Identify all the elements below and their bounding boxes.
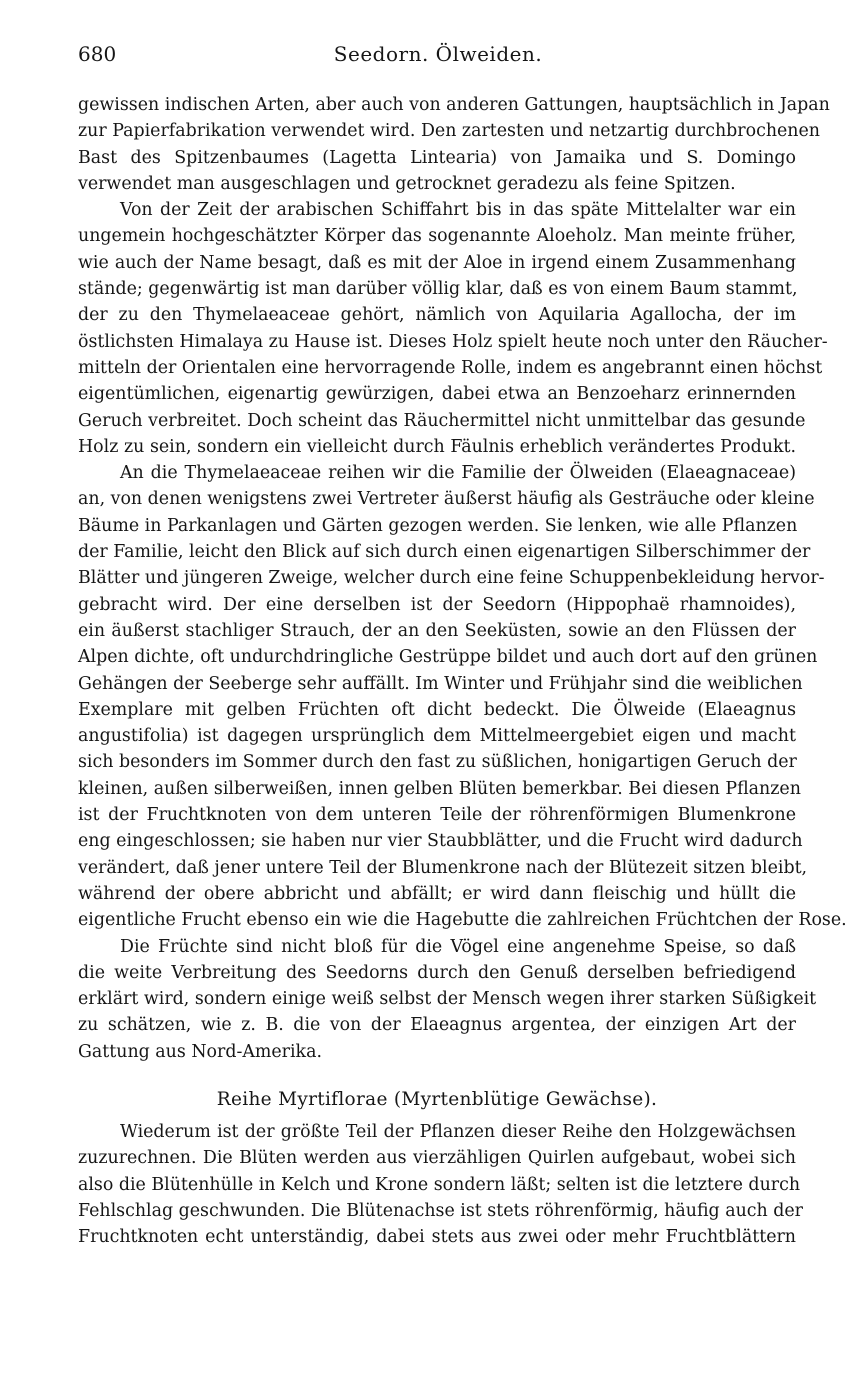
text-line: also die Blütenhülle in Kelch und Krone sondern läßt; selten ist die letztere durch: [78, 1174, 801, 1195]
text-line: Die Früchte sind nicht bloß für die Vögel eine angenehme Speise, so daß: [120, 936, 796, 957]
text-line: erklärt wird, sondern einige weiß selbst der Mensch wegen ihrer starken Süßigkeit: [78, 989, 817, 1010]
text-line: gebracht wird. Der eine derselben ist der Seedorn (Hippophaë rhamnoides),: [78, 594, 796, 615]
text-line: während der obere abbricht und abfällt; er wird dann fleischig und hüllt die: [78, 883, 796, 904]
text-line: die weite Verbreitung des Seedorns durch den Genuß derselben befriedigend: [78, 962, 796, 983]
text-line: Bäume in Parkanlagen und Gärten gezogen werden. Sie lenken, wie alle Pflanzen: [78, 515, 798, 536]
text-line: Von der Zeit der arabischen Schiffahrt bis in das späte Mittelalter war ein: [120, 200, 796, 221]
text-line: zu schätzen, wie z. B. die von der Elaeagnus argentea, der einzigen Art der: [78, 1015, 796, 1036]
text-line: ist der Fruchtknoten von dem unteren Teile der röhrenförmigen Blumenkrone: [78, 805, 796, 826]
text-line: Geruch verbreitet. Doch scheint das Räuchermittel nicht unmittelbar das gesunde: [78, 410, 806, 431]
text-line: verwendet man ausgeschlagen und getrocknet geradezu als feine Spitzen.: [78, 173, 736, 194]
text-line: Gattung aus Nord-Amerika.: [78, 1041, 322, 1062]
text-line: Gehängen der Seeberge sehr auffällt. Im Winter und Frühjahr sind die weiblichen: [78, 673, 803, 694]
section-heading: Reihe Myrtiflorae (Myrtenblütige Gewächse).: [216, 1088, 658, 1110]
text-line: Fruchtknoten echt unterständig, dabei stets aus zwei oder mehr Fruchtblättern: [78, 1227, 796, 1248]
text-line: Fehlschlag geschwunden. Die Blütenachse ist stets röhrenförmig, häufig auch der: [78, 1200, 803, 1221]
text-line: der Familie, leicht den Blick auf sich durch einen eigenartigen Silberschimmer der: [78, 542, 811, 563]
text-line: der zu den Thymelaeaceae gehört, nämlich von Aquilaria Agallocha, der im: [78, 305, 796, 326]
text-line: eigentümlichen, eigenartig gewürzigen, dabei etwa an Benzoeharz erinnernden: [78, 384, 796, 405]
page-header: [78, 42, 798, 72]
text-line: östlichsten Himalaya zu Hause ist. Dieses Holz spielt heute noch unter den Räucher-: [78, 331, 828, 352]
text-line: sich besonders im Sommer durch den fast zu süßlichen, honigartigen Geruch der: [78, 752, 797, 773]
text-line: Alpen dichte, oft undurchdringliche Gestrüppe bildet und auch dort auf den grünen: [78, 647, 818, 668]
text-line: Wiederum ist der größte Teil der Pflanzen dieser Reihe den Holzgewächsen: [120, 1121, 796, 1142]
text-line: zur Papierfabrikation verwendet wird. Den zartesten und netzartig durchbrochenen: [78, 121, 820, 142]
text-line: An die Thymelaeaceae reihen wir die Familie der Ölweiden (Elaeagnaceae): [120, 463, 796, 484]
text-line: eng eingeschlossen; sie haben nur vier Staubblätter, und die Frucht wird dadurch: [78, 831, 803, 852]
text-line: an, von denen wenigstens zwei Vertreter äußerst häufig als Gesträuche oder kleine: [78, 489, 815, 510]
text-line: ein äußerst stachliger Strauch, der an den Seeküsten, sowie an den Flüssen der: [78, 620, 796, 641]
text-line: angustifolia) ist dagegen ursprünglich dem Mittelmeergebiet eigen und macht: [78, 726, 796, 747]
text-line: zuzurechnen. Die Blüten werden aus vierzähligen Quirlen aufgebaut, wobei sich: [78, 1148, 796, 1169]
text-line: Holz zu sein, sondern ein vielleicht durch Fäulnis erheblich verändertes Produkt.: [78, 436, 796, 457]
text-line: gewissen indischen Arten, aber auch von anderen Gattungen, hauptsächlich in Japan: [78, 95, 830, 115]
text-line: mitteln der Orientalen eine hervorragende Rolle, indem es angebrannt einen höchst: [78, 357, 823, 378]
text-line: ungemein hochgeschätzter Körper das sogenannte Aloeholz. Man meinte früher,: [78, 226, 796, 247]
text-line: kleinen, außen silberweißen, innen gelben Blüten bemerkbar. Bei diesen Pflanzen: [78, 778, 801, 799]
text-line: wie auch der Name besagt, daß es mit der Aloe in irgend einem Zusammenhang: [78, 252, 796, 273]
text-line: Bast des Spitzenbaumes (Lagetta Lintearia) von Jamaika und S. Domingo: [78, 147, 796, 168]
body-text: [78, 92, 847, 1250]
text-line: Exemplare mit gelben Früchten oft dicht bedeckt. Die Ölweide (Elaeagnus: [78, 699, 796, 720]
page-number: 680: [78, 42, 117, 66]
text-line: verändert, daß jener untere Teil der Blumenkrone nach der Blütezeit sitzen bleibt,: [78, 857, 808, 878]
text-line: Blätter und jüngeren Zweige, welcher durch eine feine Schuppenbekleidung hervor-: [78, 568, 825, 589]
text-line: eigentliche Frucht ebenso ein wie die Hagebutte die zahlreichen Früchtchen der Rose.: [78, 910, 847, 931]
running-title: Seedorn. Ölweiden.: [333, 42, 543, 66]
text-line: stände; gegenwärtig ist man darüber völlig klar, daß es von einem Baum stammt,: [78, 279, 798, 300]
